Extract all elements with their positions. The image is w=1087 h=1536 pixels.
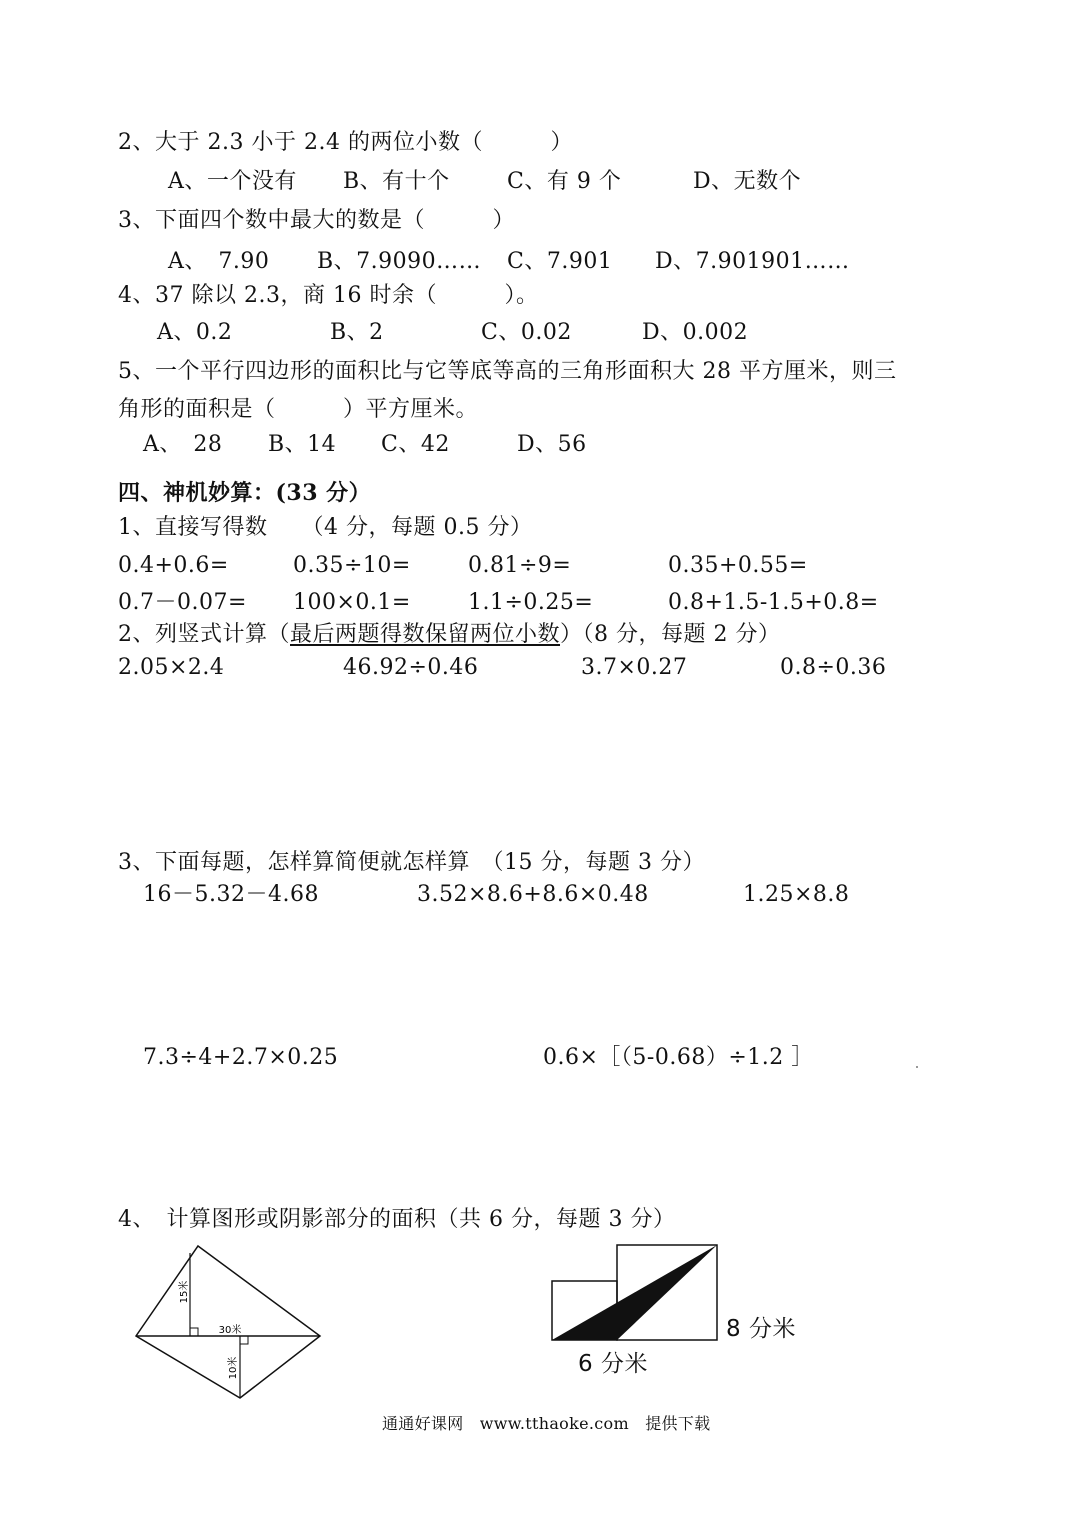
question-4-option-d: D、0.002 <box>642 320 749 345</box>
question-2-stem: 2、大于 2.3 小于 2.4 的两位小数（ ） <box>118 130 573 155</box>
part-2-title <box>118 622 781 648</box>
vertical-calc-item: 2.05×2.4 <box>118 655 225 680</box>
vertical-calc-item: 46.92÷0.46 <box>343 655 479 680</box>
simplify-calc-item: 1.25×8.8 <box>743 882 850 907</box>
question-4-option-c: C、0.02 <box>481 320 572 345</box>
right-angle-mark-upper <box>190 1328 198 1336</box>
mental-math-item: 0.7－0.07= <box>118 590 247 615</box>
label-height-8dm: 8 分米 <box>726 1316 796 1342</box>
simplify-calc-item: 7.3÷4+2.7×0.25 <box>143 1045 339 1070</box>
part-4-title: 4、 计算图形或阴影部分的面积（共 6 分，每题 3 分） <box>118 1207 676 1232</box>
question-2-option-d: D、无数个 <box>693 169 802 194</box>
label-diagonal: 30米 <box>218 1325 242 1336</box>
question-5-option-c: C、42 <box>381 432 450 457</box>
label-upper-height: 15米 <box>179 1280 190 1304</box>
question-3-stem: 3、下面四个数中最大的数是（ ） <box>118 208 515 233</box>
question-3-option-c: C、7.901 <box>507 249 613 274</box>
part-2-title-underlined: 最后两题得数保留两位小数 <box>290 622 561 647</box>
mental-math-item: 0.4+0.6= <box>118 553 229 578</box>
mental-math-item: 0.35÷10= <box>293 553 411 578</box>
question-5-option-a: A、 28 <box>143 432 223 457</box>
mental-math-item: 1.1÷0.25= <box>468 590 594 615</box>
question-5-option-b: B、14 <box>268 432 337 457</box>
part-1-title: 1、直接写得数 （4 分，每题 0.5 分） <box>118 515 533 540</box>
page-footer: 通通好课网 www.tthaoke.com 提供下载 <box>382 1414 711 1433</box>
section-4-title: 四、神机妙算：(33 分） <box>118 480 372 506</box>
question-4-option-b: B、2 <box>330 320 384 345</box>
part-3-title: 3、下面每题，怎样算简便就怎样算 （15 分，每题 3 分） <box>118 850 705 875</box>
part-2-title-post: ）（8 分，每题 2 分） <box>560 622 781 647</box>
mental-math-item: 0.81÷9= <box>468 553 572 578</box>
question-5-stem-line1: 5、一个平行四边形的面积比与它等底等高的三角形面积大 28 平方厘米，则三 <box>118 359 897 384</box>
question-2-option-b: B、有十个 <box>343 169 450 194</box>
mental-math-item: 100×0.1= <box>293 590 411 615</box>
question-5-stem-line2: 角形的面积是（ ）平方厘米。 <box>118 397 479 422</box>
simplify-calc-item: 16－5.32－4.68 <box>143 882 319 907</box>
label-lower-height: 10米 <box>228 1356 239 1380</box>
part-2-title-pre: 2、列竖式计算（ <box>118 622 290 647</box>
question-3-option-a: A、 7.90 <box>168 249 270 274</box>
simplify-calc-item: 0.6×［（5-0.68）÷1.2 ］ <box>543 1045 814 1070</box>
label-width-6dm: 6 分米 <box>578 1351 648 1377</box>
right-angle-mark-lower <box>240 1336 248 1344</box>
question-5-option-d: D、56 <box>517 432 587 457</box>
vertical-calc-item: 0.8÷0.36 <box>780 655 887 680</box>
question-2-option-a: A、一个没有 <box>168 169 297 194</box>
mental-math-item: 0.8+1.5-1.5+0.8= <box>668 590 879 615</box>
vertical-calc-item: 3.7×0.27 <box>581 655 688 680</box>
simplify-calc-item: 3.52×8.6+8.6×0.48 <box>417 882 649 907</box>
stray-dot <box>916 1066 918 1068</box>
figure-1-quadrilateral <box>130 1240 330 1405</box>
question-3-option-b: B、7.9090…… <box>317 249 482 274</box>
question-3-option-d: D、7.901901…… <box>655 249 850 274</box>
question-2-option-c: C、有 9 个 <box>507 169 622 194</box>
mental-math-item: 0.35+0.55= <box>668 553 808 578</box>
question-4-option-a: A、0.2 <box>157 320 233 345</box>
question-4-stem: 4、37 除以 2.3，商 16 时余（ ）。 <box>118 283 539 308</box>
shaded-triangle <box>552 1245 717 1340</box>
